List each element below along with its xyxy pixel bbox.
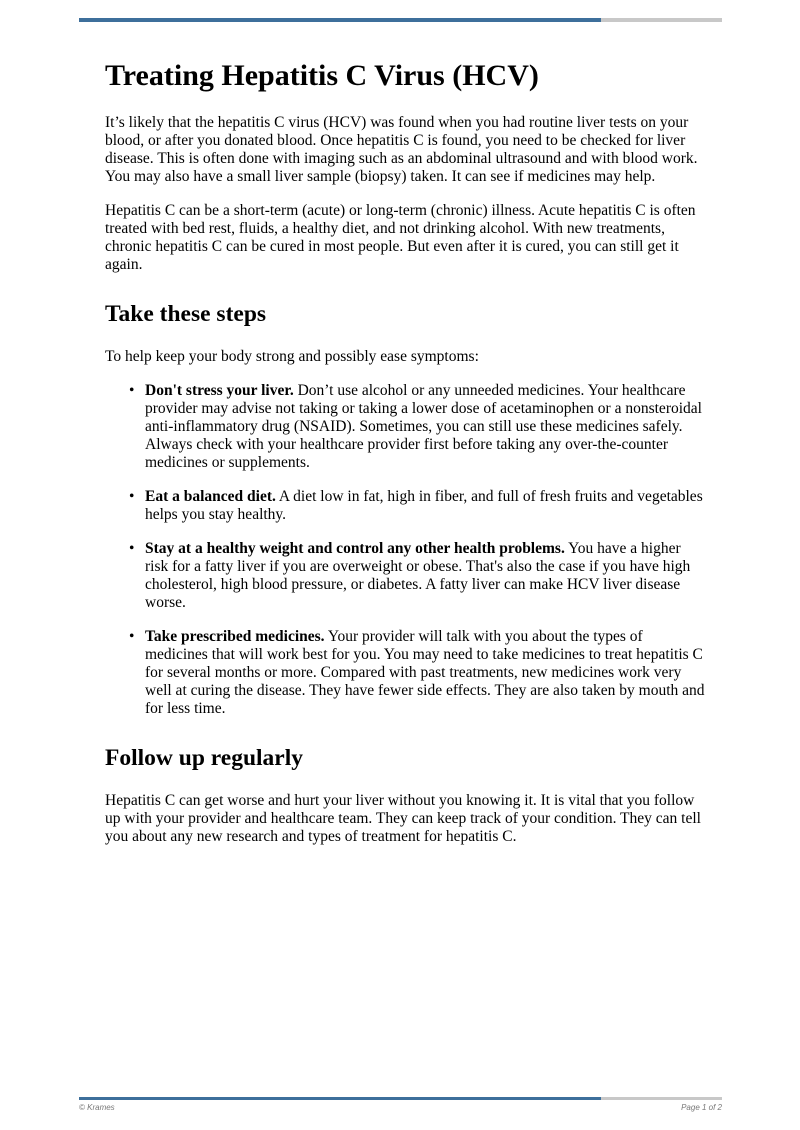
bottom-rule-blue-segment — [79, 1097, 601, 1100]
list-item-bold: Don't stress your liver. — [145, 382, 294, 399]
bottom-rule-grey-segment — [601, 1097, 722, 1100]
list-item-text: Don’t use alcohol or any unneeded medicines. Your healthcare provider may advise not taking or taking a lower dose of acetaminophen or a nonsteroidal anti-inflammatory drug (NSAID). Sometimes, you can still use these medicines safely. Always check with your healthcare provider first before taking any over-the-counter medicines or supplements. — [145, 382, 702, 471]
followup-heading: Follow up regularly — [105, 745, 304, 771]
footer-copyright: © Krames — [79, 1103, 115, 1112]
list-item-bold: Eat a balanced diet. — [145, 488, 276, 505]
intro-paragraph-2: Hepatitis C can be a short-term (acute) or long-term (chronic) illness. Acute hepatitis C is often treated with bed rest, fluids, a healthy diet, and not drinking alcohol. With new treatments, chronic hepatitis C can be cured in most people. But even after it is cured, you can still get it again. — [105, 202, 696, 273]
list-item-bold: Stay at a healthy weight and control any other health problems. — [145, 540, 565, 557]
footer-page-number: Page 1 of 2 — [681, 1103, 722, 1112]
top-rule-grey-segment — [601, 18, 722, 22]
intro-paragraph-1: It’s likely that the hepatitis C virus (HCV) was found when you had routine liver tests on your blood, or after you donated blood. Once hepatitis C is found, you need to be checked for liver disease. This is often done with imaging such as an abdominal ultrasound and with blood work. You may also have a small liver sample (biopsy) taken. It can see if medicines may help. — [105, 114, 698, 185]
steps-lead: To help keep your body strong and possibly ease symptoms: — [105, 348, 479, 365]
top-accent-rule — [79, 18, 722, 22]
list-item-text: A diet low in fat, high in fiber, and full of fresh fruits and vegetables helps you stay healthy. — [145, 488, 703, 523]
top-rule-blue-segment — [79, 18, 601, 22]
list-item-text: You have a higher risk for a fatty liver if you are overweight or obese. That's also the case if you have high cholesterol, high blood pressure, or diabetes. A fatty liver can make HCV liver disease worse. — [145, 540, 691, 611]
document-body — [105, 58, 705, 862]
list-item-bold: Take prescribed medicines. — [145, 628, 325, 645]
steps-heading: Take these steps — [105, 301, 267, 327]
steps-list — [105, 382, 705, 718]
page-title: Treating Hepatitis C Virus (HCV) — [105, 59, 539, 92]
list-item — [145, 488, 705, 524]
list-item — [145, 540, 705, 612]
list-item — [145, 382, 705, 472]
list-item — [145, 628, 705, 718]
followup-paragraph: Hepatitis C can get worse and hurt your liver without you knowing it. It is vital that you follow up with your provider and healthcare team. They can keep track of your condition. They can tell you about any new research and types of treatment for hepatitis C. — [105, 792, 701, 845]
list-item-text: Your provider will talk with you about the types of medicines that will work best for you. You may need to take medicines to treat hepatitis C for several months or more. Compared with past treatments, new medicines work very well at curing the disease. They have fewer side effects. They are also taken by mouth and for less time. — [145, 628, 705, 717]
bottom-accent-rule — [79, 1097, 722, 1100]
